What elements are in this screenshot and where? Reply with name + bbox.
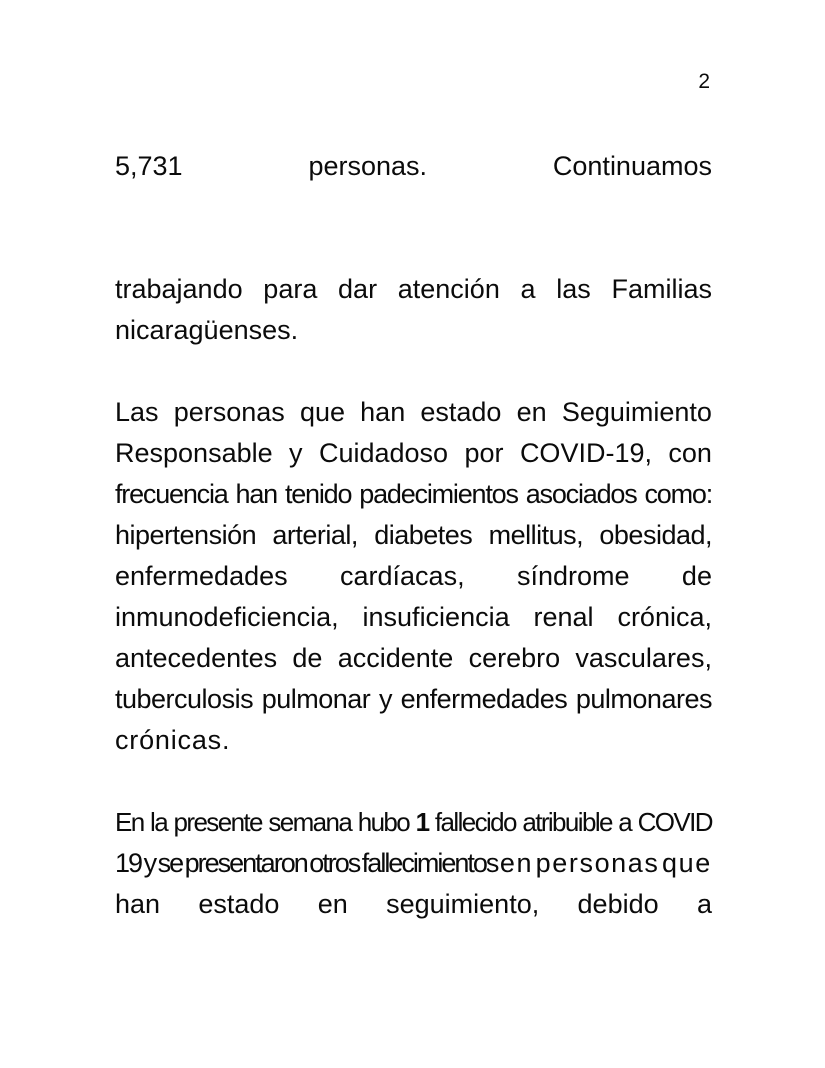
paragraph-padecimientos [115, 392, 712, 761]
text-line: frecuencia han tenido padecimientos asociados como: [115, 479, 712, 509]
paragraph-familias [115, 269, 712, 351]
paragraph-fallecidos [115, 802, 712, 925]
text-line: inmunodeficiencia, insuficiencia renal crónica, [115, 602, 712, 632]
text-line: Las personas que han estado en Seguimiento [115, 397, 712, 427]
text-line: enfermedades cardíacas, síndrome de [115, 561, 712, 591]
text-line: hipertensión arterial, diabetes mellitus, obesidad, [115, 520, 712, 550]
text-line: 5,731 personas. Continuamos [115, 151, 712, 181]
document-body [115, 146, 712, 925]
text-line: han estado en seguimiento, debido a [115, 889, 712, 919]
bold-count: 1 [415, 807, 429, 837]
page-number: 2 [698, 70, 710, 93]
text-line: antecedentes de accidente cerebro vasculares, [115, 643, 712, 673]
text-line: nicaragüenses. [115, 315, 299, 345]
text-line: 19 y se presentaron otros fallecimientos en personas que [115, 848, 712, 878]
text-line: tuberculosis pulmonar y enfermedades pulmonares [115, 684, 712, 714]
text-line: En la presente semana hubo 1 fallecido atribuible a COVID [115, 802, 712, 843]
text-line: crónicas. [115, 725, 231, 755]
text-line: trabajando para dar atención a las Familias [115, 274, 712, 304]
paragraph-continuation [115, 146, 712, 187]
text-line: Responsable y Cuidadoso por COVID-19, con [115, 438, 712, 468]
